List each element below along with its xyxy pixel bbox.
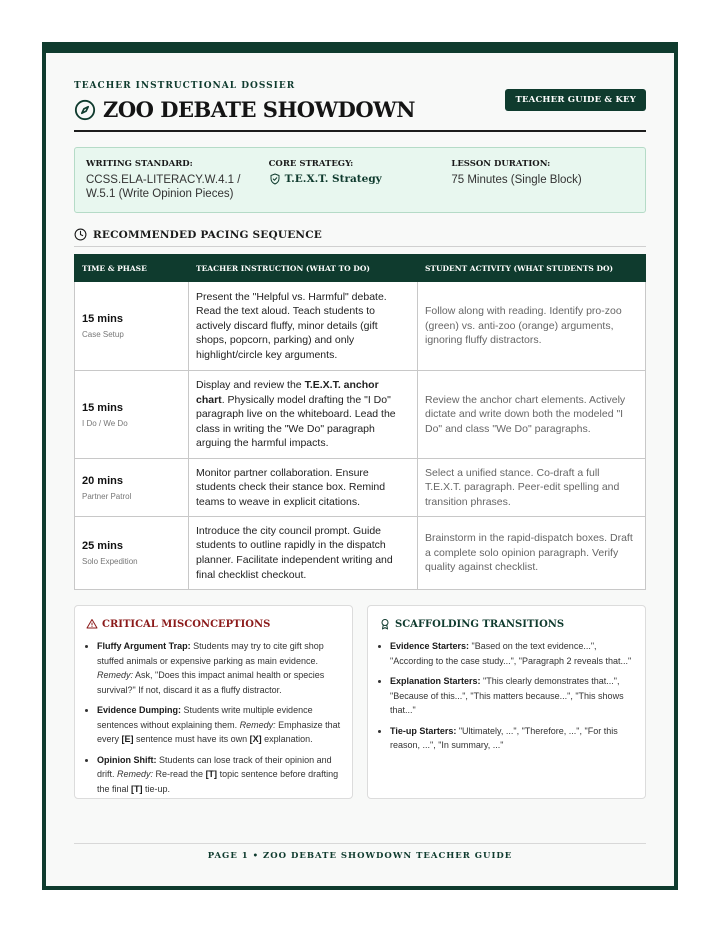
transition-text: "Ultimately, ...", "Therefore, ...", "For this reason, ...", "In summary, ..." bbox=[390, 725, 618, 750]
meta-strategy-value: T.E.X.T. Strategy bbox=[284, 173, 382, 185]
misconceptions-card bbox=[74, 605, 353, 799]
remedy-tag: [T] bbox=[205, 769, 218, 779]
remedy-text: Re-read the bbox=[153, 769, 206, 779]
misconception-label: Fluffy Argument Trap: bbox=[97, 641, 191, 651]
remedy-tag: [E] bbox=[121, 734, 134, 744]
meta-duration-value: 75 Minutes (Single Block) bbox=[451, 174, 582, 186]
meta-duration-label: LESSON DURATION: bbox=[451, 159, 551, 169]
teacher-guide-badge: TEACHER GUIDE & KEY bbox=[505, 89, 646, 111]
page-footer: PAGE 1 • ZOO DEBATE SHOWDOWN TEACHER GUIDE bbox=[207, 851, 513, 861]
meta-strategy bbox=[269, 159, 452, 212]
pacing-section-title: RECOMMENDED PACING SEQUENCE bbox=[93, 228, 322, 241]
table-row bbox=[75, 517, 646, 590]
title-divider bbox=[74, 130, 646, 132]
misconception-label: Opinion Shift: bbox=[97, 754, 157, 765]
time-phase-cell bbox=[75, 517, 189, 590]
teacher-instruction-cell: Monitor partner collaboration. Ensure students check their stance box. Remind teams to weave in explicit citations. bbox=[189, 459, 418, 517]
list-item bbox=[390, 724, 634, 753]
table-header-row bbox=[75, 255, 646, 282]
list-item bbox=[97, 639, 341, 697]
pacing-table bbox=[74, 254, 646, 590]
student-activity-cell: Review the anchor chart elements. Actively dictate and write down both the modeled "I Do" and class "We Do" paragraphs. bbox=[418, 371, 646, 459]
student-activity-cell: Select a unified stance. Co-draft a full T.E.X.T. paragraph. Peer-edit spelling and transition phrases. bbox=[418, 459, 646, 517]
meta-strategy-row bbox=[269, 173, 452, 185]
column-header-student: STUDENT ACTIVITY (WHAT STUDENTS DO) bbox=[418, 255, 646, 282]
transition-label: Explanation Starters: bbox=[390, 676, 481, 686]
page-title: ZOO DEBATE SHOWDOWN bbox=[103, 97, 415, 122]
teacher-text-post: . Physically model drafting the "I Do" paragraph live on the whiteboard. Lead the class in writing the "We Do" paragraph arguing the harmful impacts. bbox=[196, 393, 396, 450]
misconception-text: Students may try to cite gift shop stuffed animals or expensive parking as main evidence. bbox=[97, 641, 324, 666]
remedy-label: Remedy: bbox=[117, 769, 154, 779]
document-page bbox=[42, 42, 678, 890]
misconception-text: Students write multiple evidence sentences without explaining them. bbox=[97, 705, 313, 730]
teacher-instruction-cell bbox=[189, 371, 418, 459]
row-phase: Case Setup bbox=[82, 330, 124, 339]
transitions-card bbox=[367, 605, 646, 799]
misconception-label: Evidence Dumping: bbox=[97, 705, 182, 715]
document-eyebrow: TEACHER INSTRUCTIONAL DOSSIER bbox=[74, 81, 296, 91]
row-duration: 15 mins bbox=[82, 313, 123, 325]
student-activity-cell: Brainstorm in the rapid-dispatch boxes. Draft a complete solo opinion paragraph. Verify quality against checklist. bbox=[418, 517, 646, 590]
student-activity-cell: Follow along with reading. Identify pro-zoo (green) vs. anti-zoo (orange) arguments, ignoring fluffy distractors. bbox=[418, 282, 646, 371]
page-content bbox=[74, 81, 646, 799]
remedy-label: Remedy: bbox=[97, 670, 134, 680]
list-item bbox=[390, 674, 634, 718]
transition-text: "This clearly demonstrates that...", "Because of this...", "This matters because...", "This shows that..." bbox=[390, 676, 624, 715]
row-duration: 15 mins bbox=[82, 401, 123, 414]
meta-standard-value: CCSS.ELA-LITERACY.W.4.1 / W.5.1 (Write Opinion Pieces) bbox=[86, 174, 241, 200]
remedy-text: topic sentence before drafting the final bbox=[97, 769, 339, 794]
teacher-instruction-cell: Introduce the city council prompt. Guide students to outline rapidly in the dispatch planner. Facilitate independent writing and final checklist checkout. bbox=[189, 517, 418, 590]
meta-standard bbox=[86, 159, 269, 212]
footer-divider bbox=[74, 843, 646, 844]
transition-text: "Based on the text evidence...", "According to the case study...", "Paragraph 2 reveals that..." bbox=[390, 641, 632, 666]
info-cards bbox=[74, 605, 646, 799]
column-header-teacher: TEACHER INSTRUCTION (WHAT TO DO) bbox=[189, 255, 418, 282]
misconception-text: Students can lose track of their opinion and drift. bbox=[97, 754, 332, 779]
time-phase-cell bbox=[75, 282, 189, 371]
list-item bbox=[97, 703, 341, 747]
pacing-section-divider bbox=[74, 246, 646, 247]
list-item bbox=[97, 753, 341, 797]
row-duration: 25 mins bbox=[82, 540, 123, 552]
misconceptions-list bbox=[86, 639, 341, 796]
remedy-text: Emphasize that every bbox=[97, 719, 341, 744]
misconceptions-title: CRITICAL MISCONCEPTIONS bbox=[102, 618, 271, 630]
table-row bbox=[75, 371, 646, 459]
anchor-chart-emphasis: T.E.X.T. anchor chart bbox=[196, 379, 379, 406]
list-item bbox=[390, 639, 634, 668]
remedy-label: Remedy: bbox=[239, 719, 276, 730]
shield-check-icon bbox=[269, 173, 281, 185]
table-row bbox=[75, 459, 646, 517]
meta-duration bbox=[451, 159, 634, 212]
column-header-time: TIME & PHASE bbox=[75, 255, 189, 282]
lesson-meta-box bbox=[74, 147, 646, 213]
remedy-text: explanation. bbox=[261, 734, 313, 744]
row-phase: Solo Expedition bbox=[82, 557, 138, 566]
meta-standard-label: WRITING STANDARD: bbox=[86, 159, 193, 169]
transition-label: Evidence Starters: bbox=[390, 641, 470, 651]
transitions-title: SCAFFOLDING TRANSITIONS bbox=[395, 618, 565, 630]
warning-triangle-icon bbox=[86, 618, 98, 630]
table-row bbox=[75, 282, 646, 371]
remedy-text: sentence must have its own bbox=[133, 734, 250, 744]
time-phase-cell bbox=[75, 459, 189, 517]
transitions-list bbox=[379, 639, 634, 753]
transitions-header bbox=[379, 618, 634, 630]
row-phase: Partner Patrol bbox=[82, 491, 132, 501]
row-phase: I Do / We Do bbox=[82, 418, 128, 428]
transition-label: Tie-up Starters: bbox=[390, 725, 457, 736]
award-ribbon-icon bbox=[379, 618, 391, 630]
remedy-text: tie-up. bbox=[142, 783, 171, 794]
teacher-instruction-cell: Present the "Helpful vs. Harmful" debate. Read the text aloud. Teach students to actively discard fluffy, minor details (gift shops, popcorn, parking) and only highlight/circle key arguments. bbox=[189, 282, 418, 371]
misconceptions-header bbox=[86, 618, 341, 630]
remedy-text: Ask, "Does this impact animal health or species survival?" If not, discard it as a fluffy distractor. bbox=[97, 670, 325, 695]
compass-icon bbox=[74, 99, 96, 121]
time-phase-cell bbox=[75, 371, 189, 459]
clock-icon bbox=[74, 228, 87, 241]
pacing-section-header bbox=[74, 228, 646, 241]
teacher-text-pre: Display and review the bbox=[196, 379, 305, 392]
remedy-tag: [T] bbox=[131, 783, 143, 794]
row-duration: 20 mins bbox=[82, 474, 123, 487]
remedy-tag: [X] bbox=[249, 734, 262, 744]
meta-strategy-label: CORE STRATEGY: bbox=[268, 159, 354, 169]
